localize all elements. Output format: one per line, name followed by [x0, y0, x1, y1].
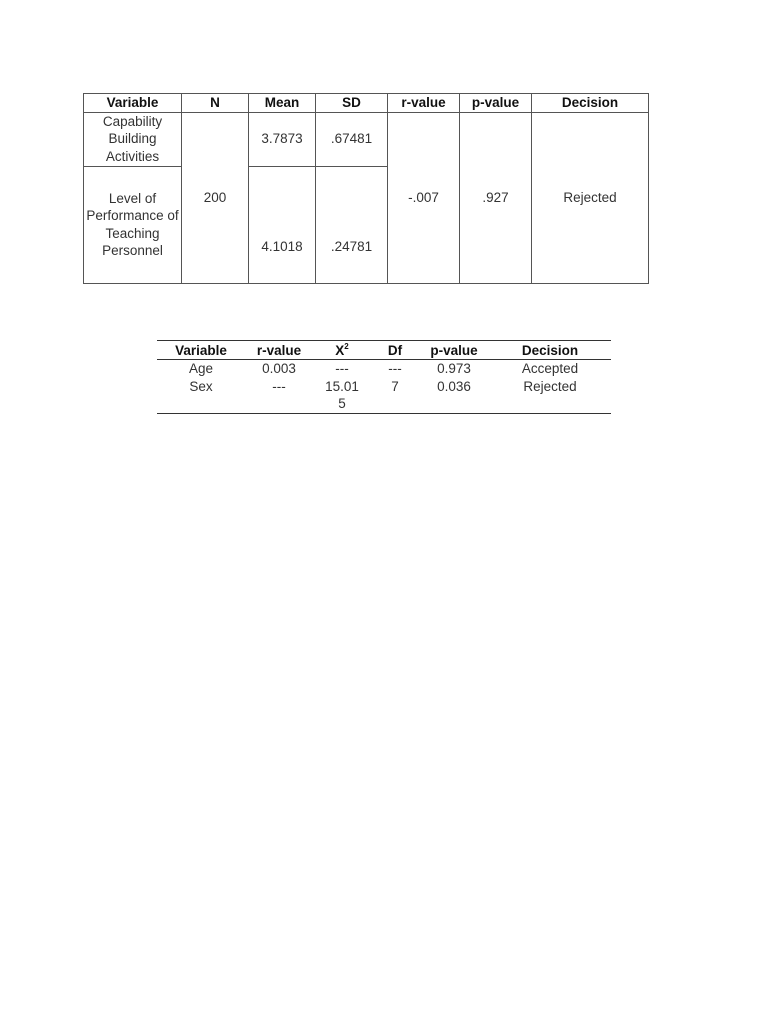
- variable-cell: Capability Building Activities: [84, 112, 182, 166]
- correlation-table: [83, 93, 649, 284]
- header-p-value: p-value: [460, 94, 532, 113]
- header-r-value: r-value: [388, 94, 460, 113]
- header-sd: SD: [316, 94, 388, 113]
- header-mean: Mean: [249, 94, 316, 113]
- chi-square-superscript: 2: [344, 341, 349, 351]
- header-variable: Variable: [157, 341, 245, 360]
- r-value-cell: 0.003: [262, 361, 296, 376]
- header-chi-square: [313, 341, 371, 360]
- mean-cell: 3.7873: [249, 112, 316, 166]
- df-cell: ---: [388, 361, 402, 376]
- mean-cell: 4.1018: [249, 166, 316, 283]
- table-header-row: [157, 341, 611, 360]
- decision-cell: Rejected: [532, 112, 649, 283]
- p-value-cell: .927: [460, 112, 532, 283]
- header-decision: Decision: [489, 341, 611, 360]
- table-row: [157, 378, 611, 414]
- demographic-test-table: [157, 340, 611, 414]
- header-df: Df: [371, 341, 419, 360]
- n-cell: 200: [182, 112, 249, 283]
- header-variable: Variable: [84, 94, 182, 113]
- table-row: [157, 360, 611, 378]
- table-row: [84, 112, 649, 166]
- r-value-cell: ---: [272, 378, 286, 394]
- table-header-row: [84, 94, 649, 113]
- decision-cell: Accepted: [521, 361, 579, 376]
- variable-cell: Age: [188, 361, 214, 376]
- variable-cell: Sex: [189, 378, 213, 394]
- sd-cell: .67481: [316, 112, 388, 166]
- header-n: N: [182, 94, 249, 113]
- p-value-cell: 0.973: [437, 361, 471, 376]
- chi-square-cell: ---: [335, 361, 349, 376]
- r-value-cell: -.007: [388, 112, 460, 283]
- chi-square-symbol: X: [335, 342, 345, 358]
- chi-square-cell: [313, 378, 371, 414]
- header-decision: Decision: [532, 94, 649, 113]
- header-r-value: r-value: [245, 341, 313, 360]
- decision-cell: Rejected: [523, 378, 577, 394]
- df-cell: 7: [391, 378, 399, 394]
- sd-cell: .24781: [316, 166, 388, 283]
- p-value-cell: 0.036: [437, 378, 471, 394]
- variable-cell: Level of Performance of Teaching Personnel: [84, 166, 182, 283]
- header-p-value: p-value: [419, 341, 489, 360]
- chi-square-value: 15.015: [325, 378, 359, 411]
